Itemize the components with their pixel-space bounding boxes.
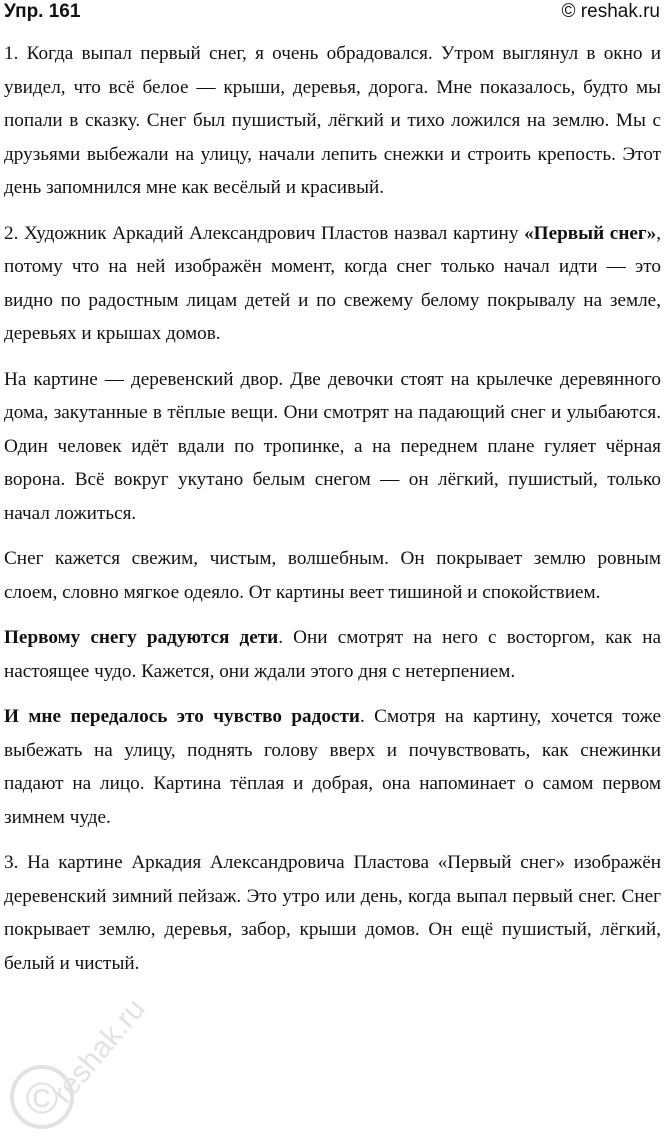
painting-title: «Первый снег» bbox=[524, 222, 657, 244]
exercise-title: Упр. 161 bbox=[4, 1, 81, 22]
paragraph-3: На картине — деревенский двор. Две девочки стоят на крылечке деревянного дома, закутанные в тёплые вещи. Они смотрят на падающий снег и улыбаются. Один человек идёт вдали по тропинке, а на переднем плане гуляет чёрная ворона. Всё вокруг укутано белым снегом — он лёгкий, пушистый, только начал ложиться. bbox=[4, 368, 661, 524]
paragraph-7: 3. На картине Аркадия Александровича Пластова «Первый снег» изображён деревенский зимний пейзаж. Это утро или день, когда выпал первый снег. Снег покрывает землю, деревья, забор, крыши домов. Он ещё пушистый, лёгкий, белый и чистый. bbox=[4, 852, 661, 974]
paragraph-4: Снег кажется свежим, чистым, волшебным. Он покрывает землю ровным слоем, словно мягкое одеяло. От картины веет тишиной и спокойствием. bbox=[4, 548, 661, 603]
watermark-copyright-circle bbox=[12, 1067, 72, 1127]
reshak-watermark bbox=[4, 985, 174, 1135]
paragraph-5-lead: Первому снегу радуются дети bbox=[4, 627, 279, 648]
site-credit: © reshak.ru bbox=[561, 1, 660, 22]
paragraph-5 bbox=[4, 621, 661, 688]
watermark-text: reshak.ru bbox=[46, 992, 152, 1110]
watermark-copyright-symbol: © bbox=[25, 1074, 59, 1123]
paragraph-6-lead: И мне передалось это чувство радости bbox=[4, 706, 360, 727]
paragraph-1: 1. Когда выпал первый снег, я очень обрадовался. Утром выглянул в окно и увидел, что всё белое — крыши, деревья, дорога. Мне показалось, будто мы попали в сказку. Снег был пушистый, лёгкий и тихо ложился на землю. Мы с друзьями выбежали на улицу, начали лепить снежки и строить крепость. Этот день запомнился мне как весёлый и красивый. bbox=[4, 43, 661, 198]
paragraph-2-prefix: 2. Художник Аркадий Александрович Пластов назвал картину bbox=[4, 222, 525, 244]
exercise-text bbox=[4, 37, 661, 980]
paragraph-2-suffix: , потому что на ней изображён момент, когда снег только начал идти — это видно по радостным лицам детей и по свежему белому покрывалу на земле, деревьях и крышах домов. bbox=[4, 222, 661, 344]
paragraph-5-rest: . Они смотрят на него с восторгом, как на настоящее чудо. Кажется, они ждали этого дня с нетерпением. bbox=[4, 627, 661, 682]
page-header bbox=[0, 0, 666, 26]
paragraph-2 bbox=[4, 217, 661, 351]
paragraph-6 bbox=[4, 700, 661, 834]
paragraph-6-rest: . Смотря на картину, хочется тоже выбежать на улицу, поднять голову вверх и почувствовать, как снежинки падают на лицо. Картина тёплая и добрая, она напоминает о самом первом зимнем чуде. bbox=[4, 706, 661, 828]
